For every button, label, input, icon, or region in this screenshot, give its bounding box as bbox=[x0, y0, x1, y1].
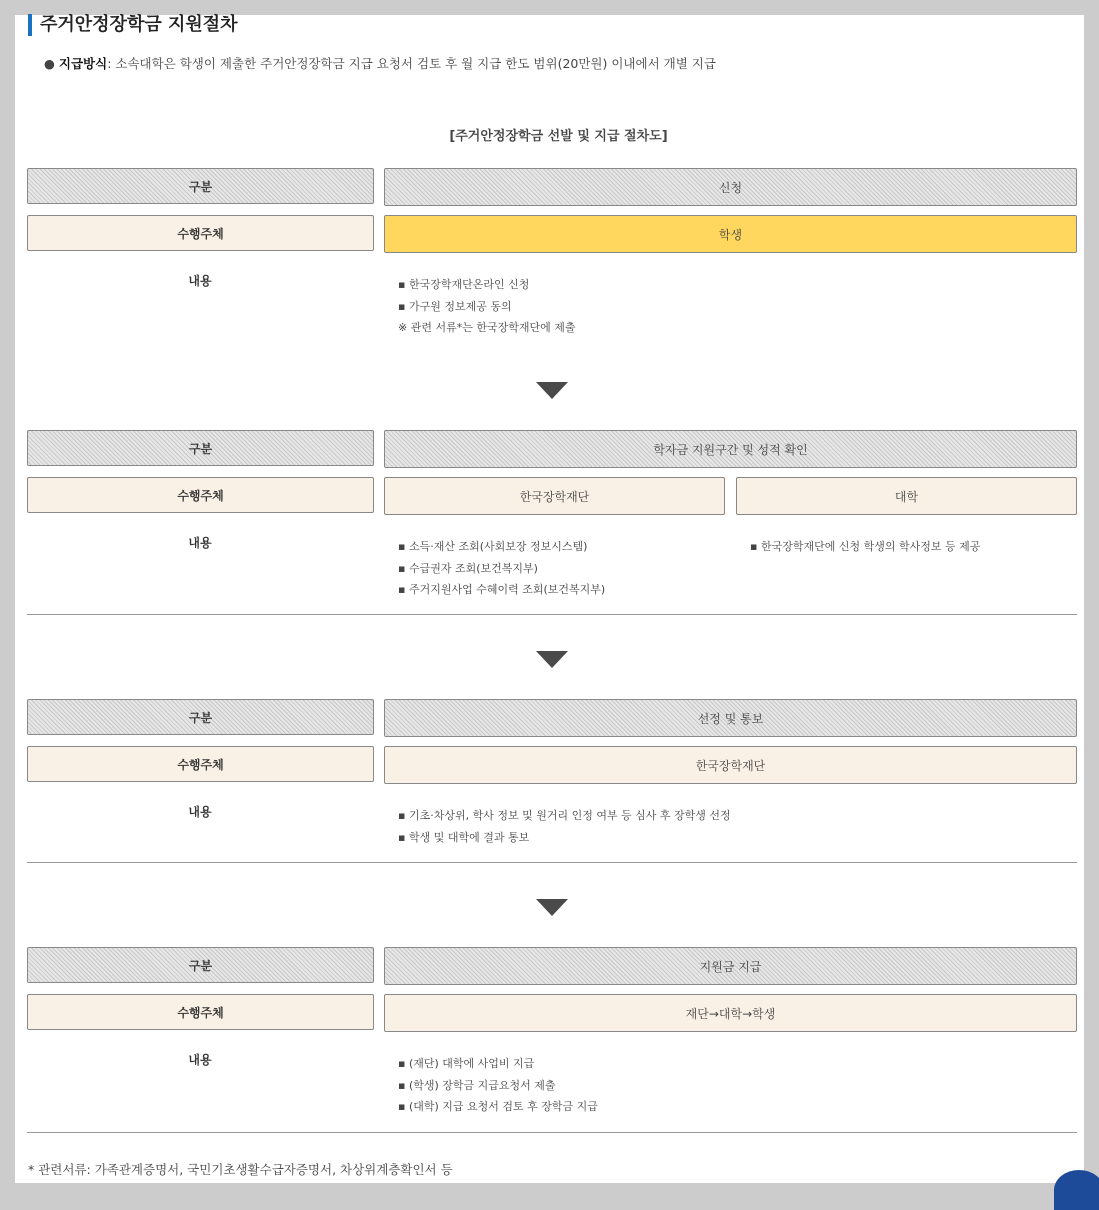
step3-contents bbox=[398, 805, 731, 848]
category-label: 구분 bbox=[27, 699, 374, 735]
list-item: ▪ 수급권자 조회(보건복지부) bbox=[398, 561, 538, 575]
step1-category: 신청 bbox=[384, 168, 1077, 206]
step2-contents-kosaf bbox=[398, 536, 605, 601]
step1-actor: 학생 bbox=[384, 215, 1077, 253]
step2-contents-university bbox=[750, 536, 980, 558]
list-item: ▪ 한국장학재단에 신청 학생의 학사정보 등 제공 bbox=[750, 540, 981, 553]
category-label: 구분 bbox=[27, 430, 374, 466]
divider bbox=[27, 862, 1077, 863]
actor-label: 수행주체 bbox=[27, 994, 374, 1030]
list-item: ▪ (학생) 장학금 지급요청서 제출 bbox=[398, 1078, 556, 1092]
arrow-down-icon bbox=[536, 382, 568, 399]
actor-label: 수행주체 bbox=[27, 215, 374, 251]
payment-method: ● 지급방식: 소속대학은 학생이 제출한 주거안정장학금 지급 요청서 검토 후 월 지급 한도 범위(20만원) 이내에서 개별 지급 bbox=[44, 56, 716, 71]
content-label: 내용 bbox=[188, 805, 212, 819]
step2-actor-kosaf: 한국장학재단 bbox=[384, 477, 725, 515]
arrow-down-icon bbox=[536, 651, 568, 668]
page-title: 주거안정장학금 지원절차 bbox=[28, 14, 238, 36]
list-item: ▪ 소득·재산 조회(사회보장 정보시스템) bbox=[398, 540, 588, 553]
payment-method-text: : 소속대학은 학생이 제출한 주거안정장학금 지급 요청서 검토 후 월 지급 한도 범위(20만원) 이내에서 개별 지급 bbox=[107, 56, 716, 71]
step4-contents bbox=[398, 1053, 598, 1118]
list-item: ▪ 한국장학재단온라인 신청 bbox=[398, 278, 530, 291]
list-item: ▪ 기초·차상위, 학사 정보 및 원거리 인정 여부 등 심사 후 장학생 선정 bbox=[398, 809, 731, 822]
category-label: 구분 bbox=[27, 168, 374, 204]
step1-contents bbox=[398, 274, 575, 339]
step2-category: 학자금 지원구간 및 성적 확인 bbox=[384, 430, 1077, 468]
list-item: ▪ (재단) 대학에 사업비 지급 bbox=[398, 1057, 535, 1070]
list-item: ▪ 가구원 정보제공 동의 bbox=[398, 299, 512, 313]
list-item: ▪ 학생 및 대학에 결과 통보 bbox=[398, 830, 530, 844]
footnote: * 관련서류: 가족관계증명서, 국민기초생활수급자증명서, 차상위계층확인서 등 bbox=[28, 1162, 453, 1177]
diagram-caption: [주거안정장학금 선발 및 지급 절차도] bbox=[449, 129, 668, 144]
arrow-down-icon bbox=[536, 899, 568, 916]
step4-category: 지원금 지급 bbox=[384, 947, 1077, 985]
divider bbox=[27, 614, 1077, 615]
divider bbox=[27, 1132, 1077, 1133]
content-label: 내용 bbox=[188, 274, 212, 288]
list-item: ▪ (대학) 지급 요청서 검토 후 장학금 지급 bbox=[398, 1100, 598, 1113]
category-label: 구분 bbox=[27, 947, 374, 983]
list-item: ※ 관련 서류*는 한국장학재단에 제출 bbox=[398, 321, 576, 334]
content-label: 내용 bbox=[188, 536, 212, 550]
list-item: ▪ 주거지원사업 수혜이력 조회(보건복지부) bbox=[398, 583, 606, 596]
step4-actor: 재단→대학→학생 bbox=[384, 994, 1077, 1032]
actor-label: 수행주체 bbox=[27, 746, 374, 782]
step2-actor-university: 대학 bbox=[736, 477, 1077, 515]
actor-label: 수행주체 bbox=[27, 477, 374, 513]
mascot-icon[interactable] bbox=[1054, 1170, 1099, 1210]
content-label: 내용 bbox=[188, 1053, 212, 1067]
step3-actor: 한국장학재단 bbox=[384, 746, 1077, 784]
payment-method-label: 지급방식 bbox=[58, 56, 108, 71]
step3-category: 선정 및 통보 bbox=[384, 699, 1077, 737]
